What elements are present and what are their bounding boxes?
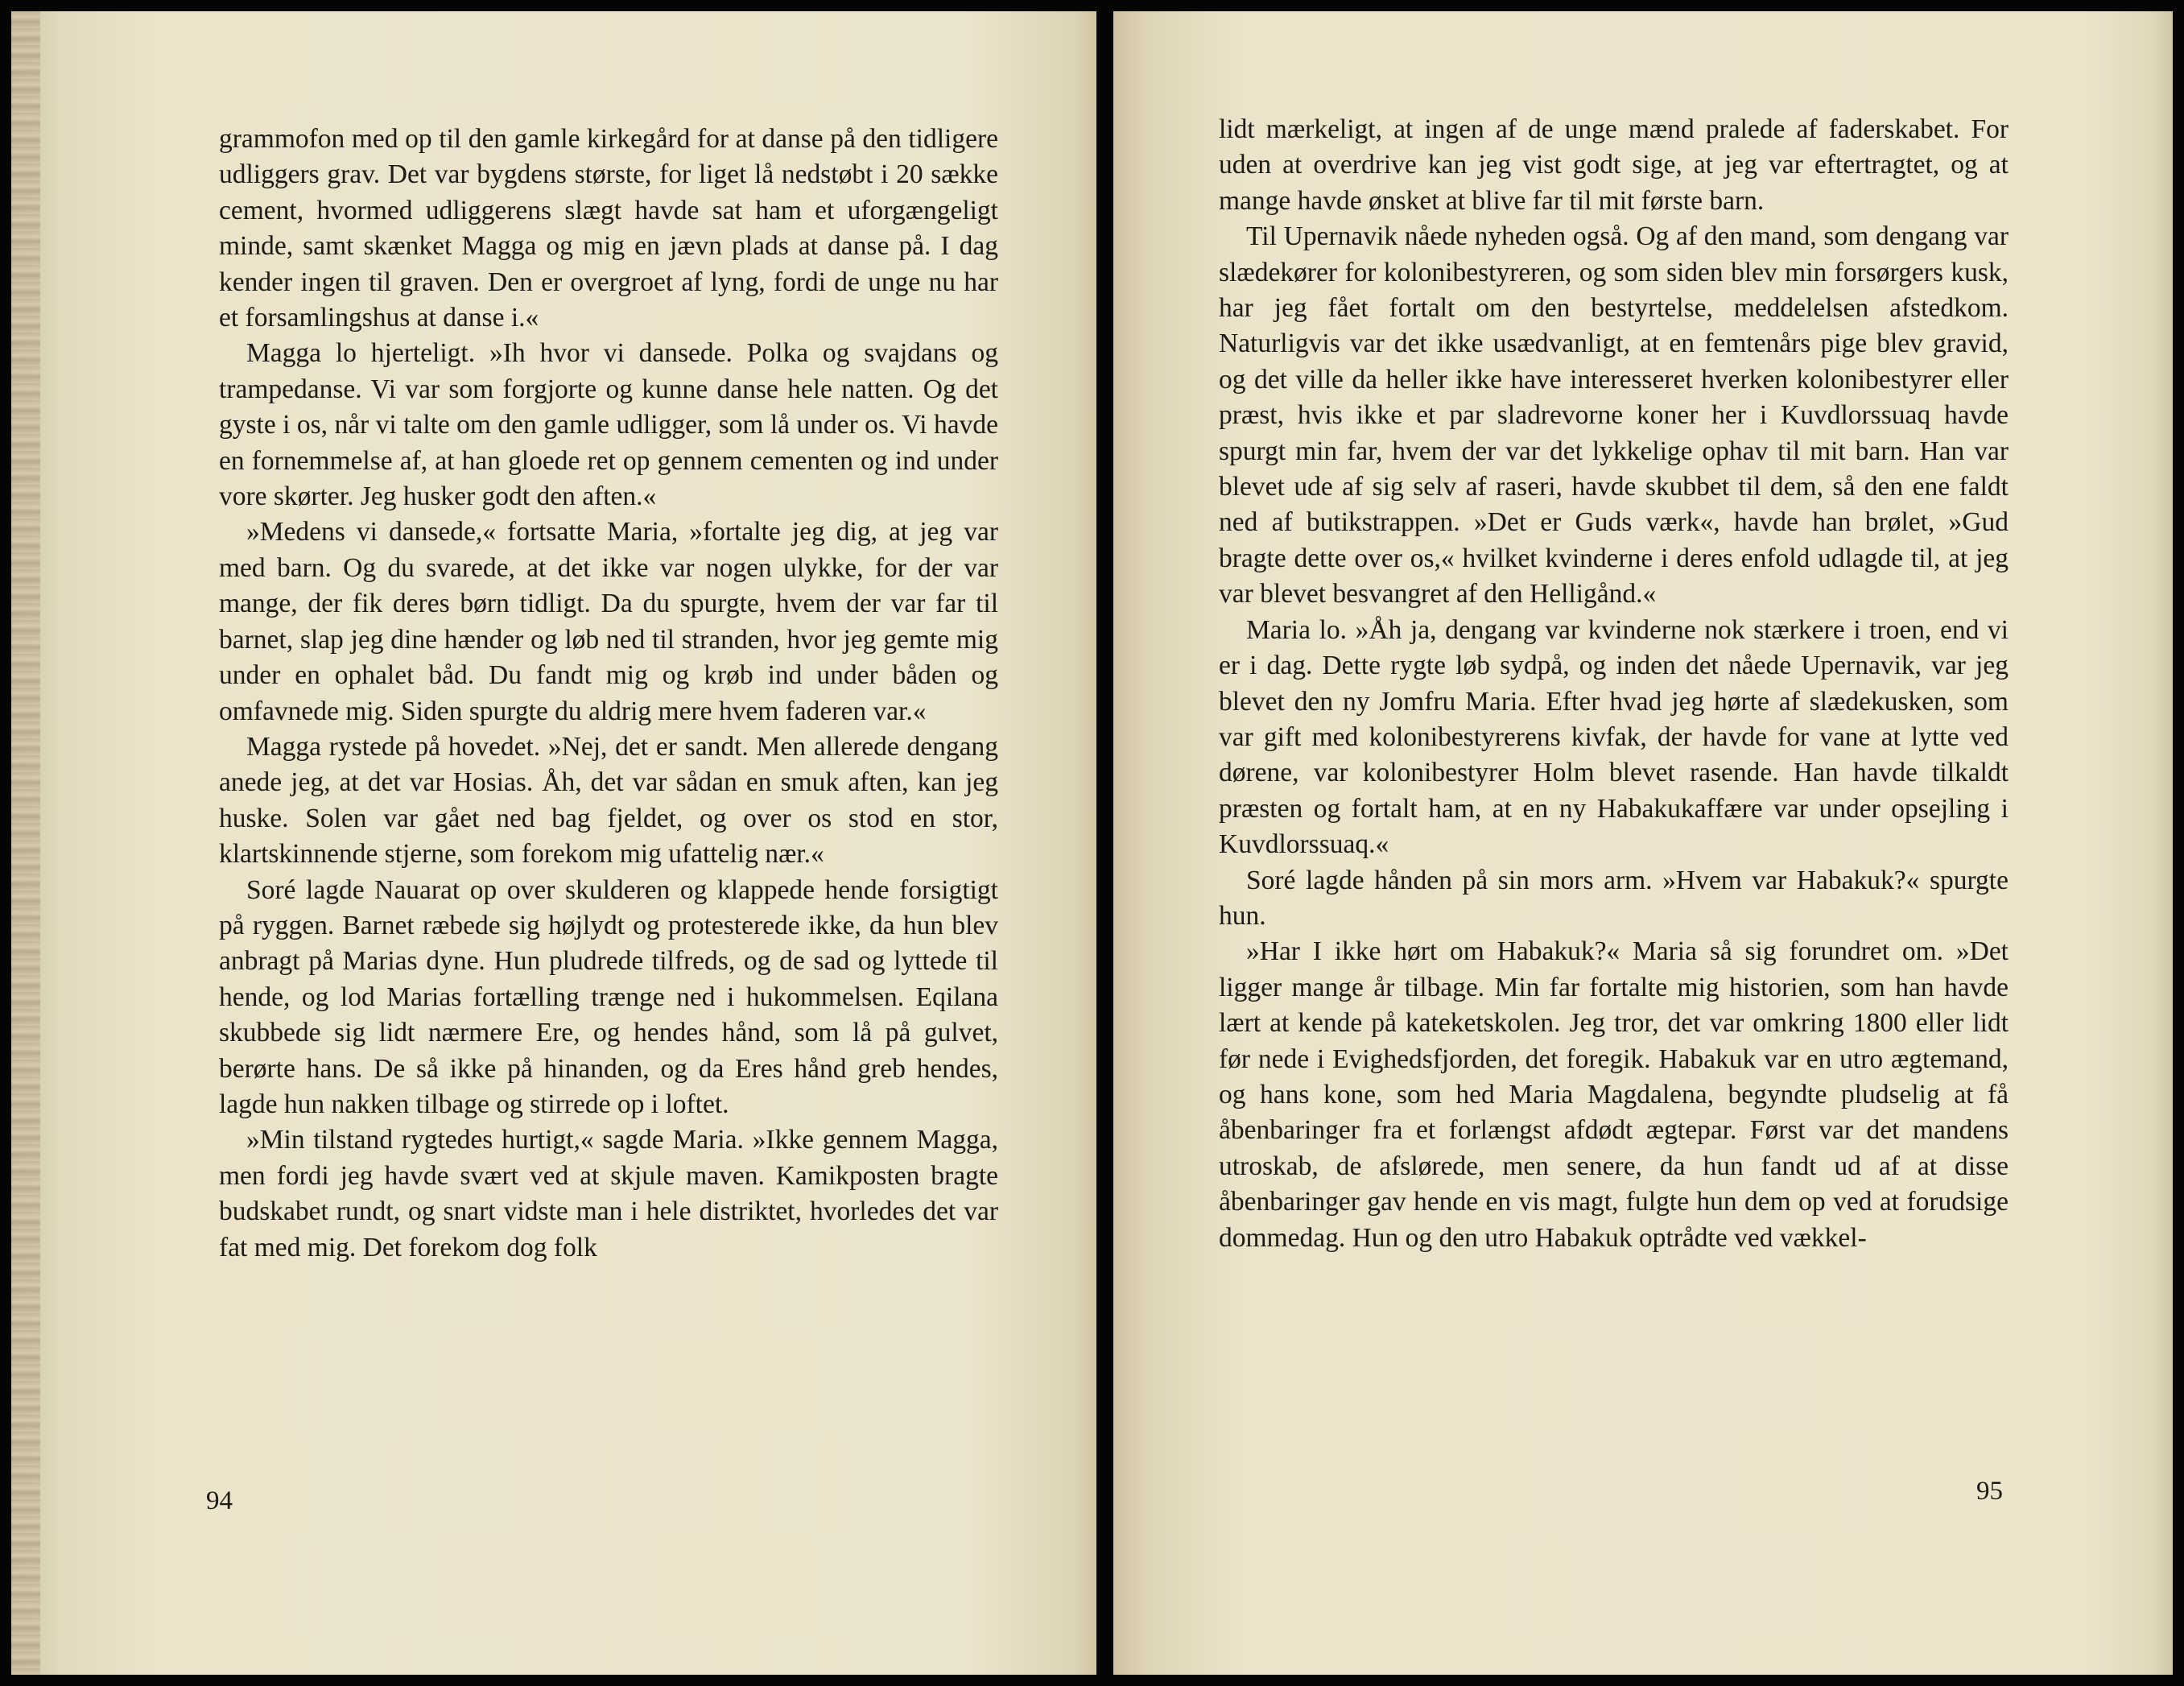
right-page — [1113, 11, 2173, 1675]
paragraph: Maria lo. »Åh ja, dengang var kvinderne nok stærkere i troen, end vi er i dag. Dette rygte løb sydpå, og inden det nåede Upernavik, var jeg blevet den ny Jomfru Maria. Efter hvad jeg hørte af slædekusken, som var gift med kolonibestyrerens kivfak, der havde for vane at lytte ved dørene, var kolonibestyrer Holm blevet rasende. Han havde tilkaldt præsten og fortalt ham, at en ny Habakukaffære var under opsejling i Kuvdlorssuaq.« — [1219, 614, 2009, 860]
paragraph: »Min tilstand rygtedes hurtigt,« sagde Maria. »Ikke gennem Magga, men fordi jeg havde svært ved at skjule maven. Kamikposten bragte budskabet rundt, og snart vidste man i hele distriktet, hvorledes det var fat med mig. Det forekom dog folk — [219, 1125, 998, 1262]
paragraph: Magga lo hjerteligt. »Ih hvor vi dansede. Polka og svajdans og trampedanse. Vi var som forgjorte og kunne danse hele natten. Og det gyste i os, når vi talte om den gamle udligger, som lå under os. Vi havde en fornemmelse af, at han gloede ret op gennem cementen og ind under vore skørter. Jeg husker godt den aften.« — [219, 338, 998, 512]
page-number: 95 — [1976, 1477, 2003, 1506]
paragraph: »Medens vi dansede,« fortsatte Maria, »fortalte jeg dig, at jeg var med barn. Og du svarede, at det ikke var nogen ulykke, for der var mange, der fik deres børn tidligt. Da du spurgte, hvem der var far til barnet, slap jeg dine hænder og løb ned til stranden, hvor jeg gemte mig under en ophalet båd. Du fandt mig og krøb ind under båden og omfavnede mig. Siden spurgte du aldrig mere hvem faderen var.« — [219, 517, 998, 726]
page-number: 94 — [206, 1486, 233, 1515]
paragraph: grammofon med op til den gamle kirkegård for at danse på den tidligere udliggers grav. Det var bygdens største, for liget lå nedstøbt i 20 sække cement, hvormed udliggerens slægt havde sat ham et uforgængeligt minde, samt skænket Magga og mig en jævn plads at danse på. I dag kender ingen til graven. Den er overgroet af lyng, fordi de unge nu har et forsamlingshus at danse i.« — [219, 124, 998, 333]
paragraph: Soré lagde Nauarat op over skulderen og klappede hende forsigtigt på ryggen. Barnet ræbede sig højlydt og protesterede ikke, da hun blev anbragt på Marias dyne. Hun pludrede tilfreds, og de sad og lyttede til hende, og lod Marias fortælling trænge ned i hukommelsen. Eqilana skubbede sig lidt nærmere Ere, og hendes hånd, som lå på gulvet, berørte hans. De så ikke på hinanden, og da Eres hånd greb hendes, lagde hun nakken tilbage og stirrede op i loftet. — [219, 874, 998, 1119]
left-page-text — [219, 122, 998, 1266]
paragraph: Soré lagde hånden på sin mors arm. »Hvem var Habakuk?« spurgte hun. — [1219, 865, 2009, 931]
paragraph: lidt mærkeligt, at ingen af de unge mænd pralede af faderskabet. For uden at overdrive kan jeg vist godt sige, at jeg var eftertragtet, og at mange havde ønsket at blive far til mit første barn. — [1219, 114, 2009, 216]
paragraph: Til Upernavik nåede nyheden også. Og af den mand, som dengang var slædekører for kolonibestyreren, og som siden blev min forsørgers kusk, har jeg fået fortalt om den bestyrtelse, meddelelsen afstedkom. Naturligvis var det ikke usædvanligt, at en femtenårs pige blev gravid, og det ville da heller ikke have interesseret hverken kolonibestyrer eller præst, hvis ikke et par sladrevorne koner her i Kuvdlorssuaq havde spurgt min far, hvem der var det lykkelige ophav til mit barn. Han var blevet ude af sig selv af raseri, havde skubbet til dem, så den ene faldt ned af butikstrappen. »Det er Guds værk«, havde han brølet, »Gud bragte dette over os,« hvilket kvinderne i deres enfold udlagde til, at jeg var blevet besvangret af den Helligånd.« — [1219, 221, 2009, 610]
page-edge-stain — [11, 11, 40, 1675]
right-page-text — [1219, 112, 2009, 1256]
paragraph: Magga rystede på hovedet. »Nej, det er sandt. Men allerede dengang anede jeg, at det var Hosias. Åh, det var sådan en smuk aften, kan jeg huske. Solen var gået ned bag fjeldet, og over os stod en stor, klartskinnende stjerne, som forekom mig ufattelig nær.« — [219, 731, 998, 870]
paragraph: »Har I ikke hørt om Habakuk?« Maria så sig forundret om. »Det ligger mange år tilbage. Min far fortalte mig historien, som han havde lært at kende på kateketskolen. Jeg tror, det var omkring 1800 eller lidt før nede i Evighedsfjorden, det foregik. Habakuk var en utro ægtemand, og hans kone, som hed Maria Magdalena, begyndte pludselig at få åbenbaringer fra et forlængst afdødt ægtepar. Først var det mandens utroskab, de afslørede, men senere, da hun fandt ud af at disse åbenbaringer gav hende en vis magt, fulgte hun dem op ved at forudsige dommedag. Hun og den utro Habakuk optrådte ved vækkel- — [1219, 936, 2009, 1253]
left-page — [11, 11, 1096, 1675]
